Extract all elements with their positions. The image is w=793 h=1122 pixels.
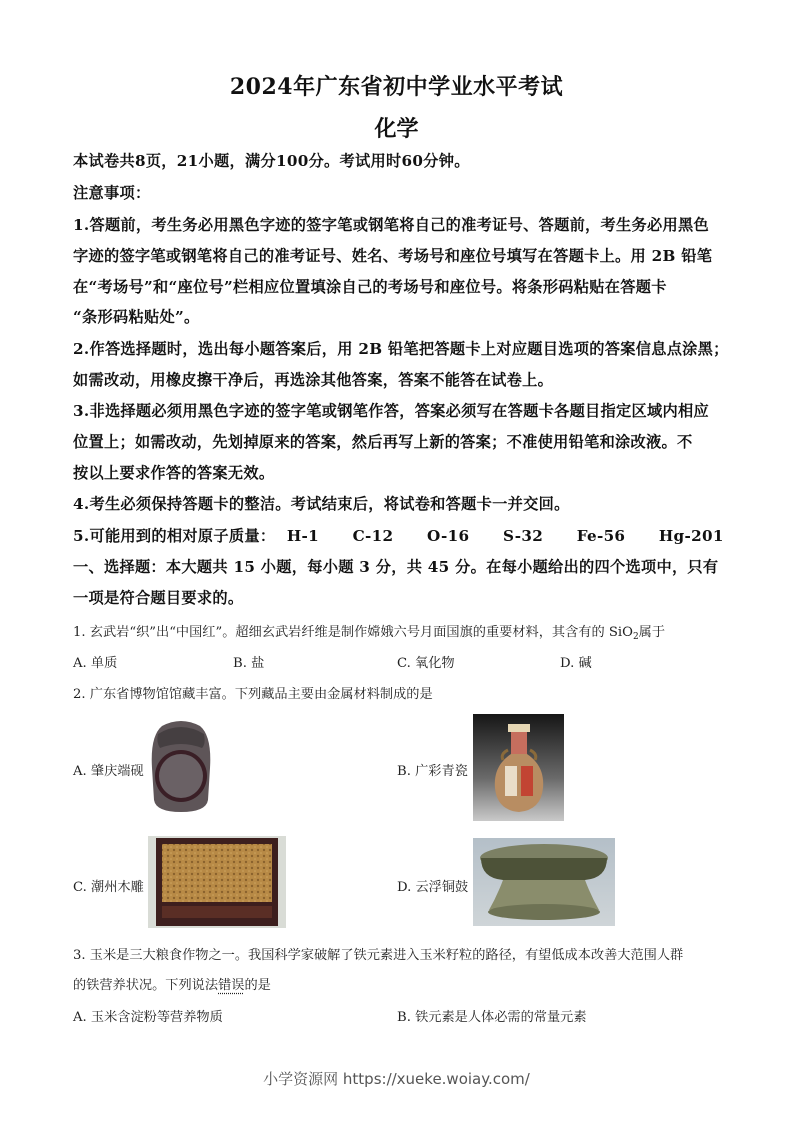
section-heading: 一项是符合题目要求的。 [73,589,244,607]
inkstone-image [148,718,214,814]
question-1-option-c: C. 氧化物 [397,656,455,671]
question-1-stem: 1. 玄武岩“织”出“中国红”。超细玄武岩纤维是制作嫦娥六号月面国旗的重要材料，其含有的 SiO$_2$属于 [73,625,666,642]
atomic-mass-fe: Fe-56 [576,527,626,545]
notice-heading: 注意事项： [73,184,151,202]
atomic-mass-row [73,525,752,546]
question-1-option-a: A. 单质 [73,656,118,671]
question-2-stem: 2. 广东省博物馆馆藏丰富。下列藏品主要由金属材料制成的是 [73,687,433,702]
notice-line: 1.答题前，考生务必用黑色字迹的签字笔或钢笔将自己的准考证号、答题前，考生务必用黑色 [73,216,709,234]
wood-carving-screen-image [148,836,286,928]
question-3-option-b: B. 铁元素是人体必需的常量元素 [397,1010,587,1025]
atomic-mass-o: O-16 [426,527,470,545]
notice-line: 2.作答选择题时，选出每小题答案后，用 2B 铅笔把答题卡上对应题目选项的答案信息点涂黑； [73,340,729,358]
notice-line: 字迹的签字笔或钢笔将自己的准考证号、姓名、考场号和座位号填写在答题卡上。用 2B 铅笔 [73,247,713,265]
notice-line: 按以上要求作答的答案无效。 [73,464,275,482]
notice-line: 在“考场号”和“座位号”栏相应位置填涂自己的考场号和座位号。将条形码粘贴在答题卡 [73,278,667,296]
exam-subject: 化学 [374,116,419,142]
emphasis-mark: 错误 [218,978,245,993]
question-1-option-b: B. 盐 [233,656,265,671]
section-heading: 一、选择题：本大题共 15 小题，每小题 3 分，共 45 分。在每小题给出的四个选项中，只有 [73,558,719,576]
bronze-drum-image [473,838,615,926]
notice-line: 如需改动，用橡皮擦干净后，再选涂其他答案，答案不能答在试卷上。 [73,371,554,389]
question-3-stem-line-2: 的铁营养状况。下列说法错误的是 [73,978,271,993]
exam-intro: 本试卷共8页，21小题，满分100分。考试用时60分钟。 [73,152,470,170]
atomic-mass-h: H-1 [286,527,320,545]
atomic-mass-hg: Hg-201 [658,527,724,545]
notice-line: 3.非选择题必须用黑色字迹的签字笔或钢笔作答，答案必须写在答题卡各题目指定区域内相应 [73,402,709,420]
question-2-option-d: D. 云浮铜鼓 [397,880,469,895]
watermark-footer: 小学资源网 https://xueke.woiay.com/ [263,1070,530,1088]
porcelain-vase-image [473,714,564,821]
atomic-mass-label: 5.可能用到的相对原子质量： [73,527,276,545]
question-2-option-c: C. 潮州木雕 [73,880,144,895]
notice-line: 4.考生必须保持答题卡的整洁。考试结束后，将试卷和答题卡一并交回。 [73,495,570,513]
question-2-option-b: B. 广彩青瓷 [397,764,468,779]
exam-title: 2024年广东省初中学业水平考试 [229,74,564,100]
atomic-mass-s: S-32 [502,527,544,545]
question-1-option-d: D. 碱 [560,656,592,671]
question-3-option-a: A. 玉米含淀粉等营养物质 [73,1010,223,1025]
question-2-option-a: A. 肇庆端砚 [73,764,144,779]
atomic-mass-c: C-12 [352,527,394,545]
question-3-stem-line-1: 3. 玉米是三大粮食作物之一。我国科学家破解了铁元素进入玉米籽粒的路径，有望低成本改善大范围人群 [73,948,684,963]
notice-line: 位置上；如需改动，先划掉原来的答案，然后再写上新的答案；不准使用铅笔和涂改液。不 [73,433,693,451]
notice-line: “条形码粘贴处”。 [73,308,200,326]
